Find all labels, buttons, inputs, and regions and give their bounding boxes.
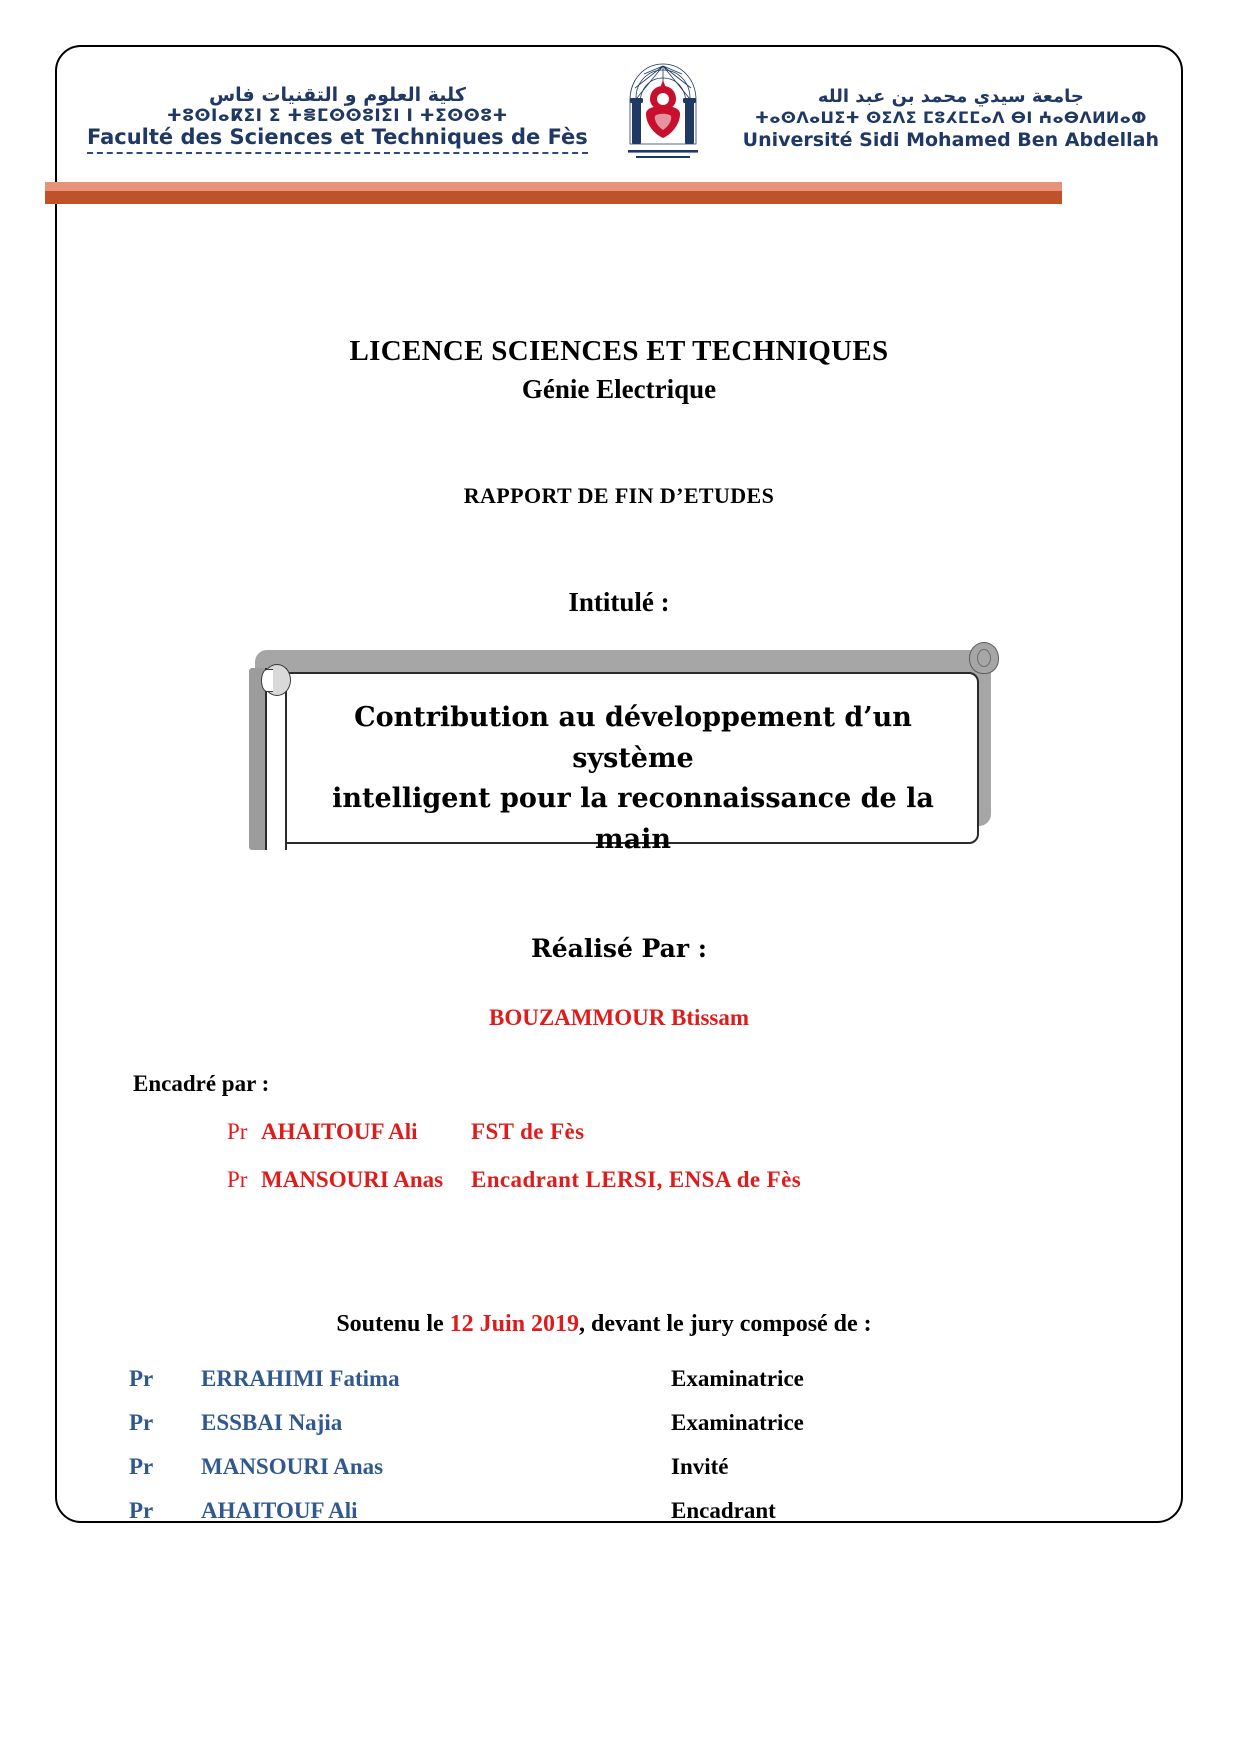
header-color-bands — [45, 182, 1062, 204]
university-identity-block — [743, 72, 1159, 152]
jury-role: Encadrant — [671, 1498, 776, 1523]
faculty-name-french: Faculté des Sciences et Techniques de Fès — [87, 125, 588, 150]
faculty-identity-block — [87, 67, 588, 157]
supervisor-name: AHAITOUF Ali — [261, 1119, 418, 1144]
thesis-title-line-2: intelligent pour la reconnaissance de la main — [332, 783, 934, 855]
jury-role: Invité — [671, 1454, 729, 1479]
thesis-title-line-1: Contribution au développement d’un système — [354, 702, 912, 774]
jury-title: Pr — [129, 1454, 154, 1479]
jury-row — [129, 1366, 969, 1392]
university-name-tifinagh: ⵜⴰⵙⴷⴰⵡⵉⵜ ⵙⵉⴷⵉ ⵎⵓⵃⵎⵎⴰⴷ ⴱⵏ ⵄⴰⴱⴷⵍⵍⴰⵀ — [754, 108, 1147, 128]
supervisor-affiliation: FST de Fès — [471, 1119, 585, 1144]
author-name: BOUZAMMOUR Btissam — [488, 1005, 750, 1030]
supervisor-title: Pr — [227, 1119, 248, 1144]
jury-name: ESSBAI Najia — [201, 1410, 343, 1435]
jury-list — [129, 1366, 969, 1524]
university-name-arabic: جامعة سيدي محمد بن عبد الله — [817, 86, 1084, 108]
jury-row — [129, 1410, 969, 1436]
faculty-name-tifinagh: ⵜⵓⵙⵏⴰⴽⵉⵏ ⵉ ⵜⴻⵎⵙⵙⵓⵏⵉⵏ ⵏ ⵜⵉⵙⵙⵓⵜ — [166, 106, 508, 127]
jury-role: Examinatrice — [671, 1410, 804, 1435]
thesis-title-scroll-banner — [239, 642, 999, 855]
jury-row — [129, 1498, 969, 1524]
jury-row — [129, 1454, 969, 1480]
defense-suffix: , devant le jury composé de : — [579, 1311, 872, 1337]
intitule-label: Intitulé : — [568, 587, 670, 617]
scroll-curl-right-icon — [969, 642, 999, 674]
band-light-orange — [45, 182, 1062, 191]
supervision-label: Encadré par : — [133, 1071, 270, 1096]
jury-name: ERRAHIMI Fatima — [201, 1366, 400, 1391]
band-dark-orange — [45, 191, 1062, 204]
defense-statement — [27, 1311, 1181, 1338]
document-header — [57, 47, 1181, 177]
jury-title: Pr — [129, 1498, 154, 1523]
jury-title: Pr — [129, 1366, 154, 1391]
jury-name: AHAITOUF Ali — [201, 1498, 358, 1523]
supervisor-row — [227, 1167, 1181, 1193]
document-type-label: RAPPORT DE FIN D’ETUDES — [463, 483, 775, 508]
defense-prefix: Soutenu le — [336, 1311, 450, 1337]
supervisor-affiliation: Encadrant LERSI, ENSA de Fès — [471, 1167, 802, 1192]
faculty-name-arabic: كلية العلوم و التقنيات فاس — [208, 84, 466, 107]
university-name-french: Université Sidi Mohamed Ben Abdellah — [742, 129, 1159, 152]
jury-title: Pr — [129, 1410, 154, 1435]
scroll-curl-left-icon — [263, 664, 291, 696]
jury-name: MANSOURI Anas — [201, 1454, 384, 1479]
supervisor-title: Pr — [227, 1167, 248, 1192]
defense-date: 12 Juin 2019 — [449, 1311, 580, 1337]
author-label: Réalisé Par : — [531, 934, 707, 963]
supervisor-name: MANSOURI Anas — [261, 1167, 444, 1192]
document-body — [57, 220, 1181, 1524]
degree-program-title: LICENCE SCIENCES ET TECHNIQUES — [349, 335, 889, 367]
thesis-title-text — [303, 698, 963, 860]
supervisor-row — [227, 1119, 1181, 1145]
usmba-university-emblem-logo — [622, 58, 704, 166]
faculty-underline-rule — [87, 152, 588, 157]
degree-speciality: Génie Electrique — [521, 374, 717, 404]
jury-role: Examinatrice — [671, 1366, 804, 1391]
